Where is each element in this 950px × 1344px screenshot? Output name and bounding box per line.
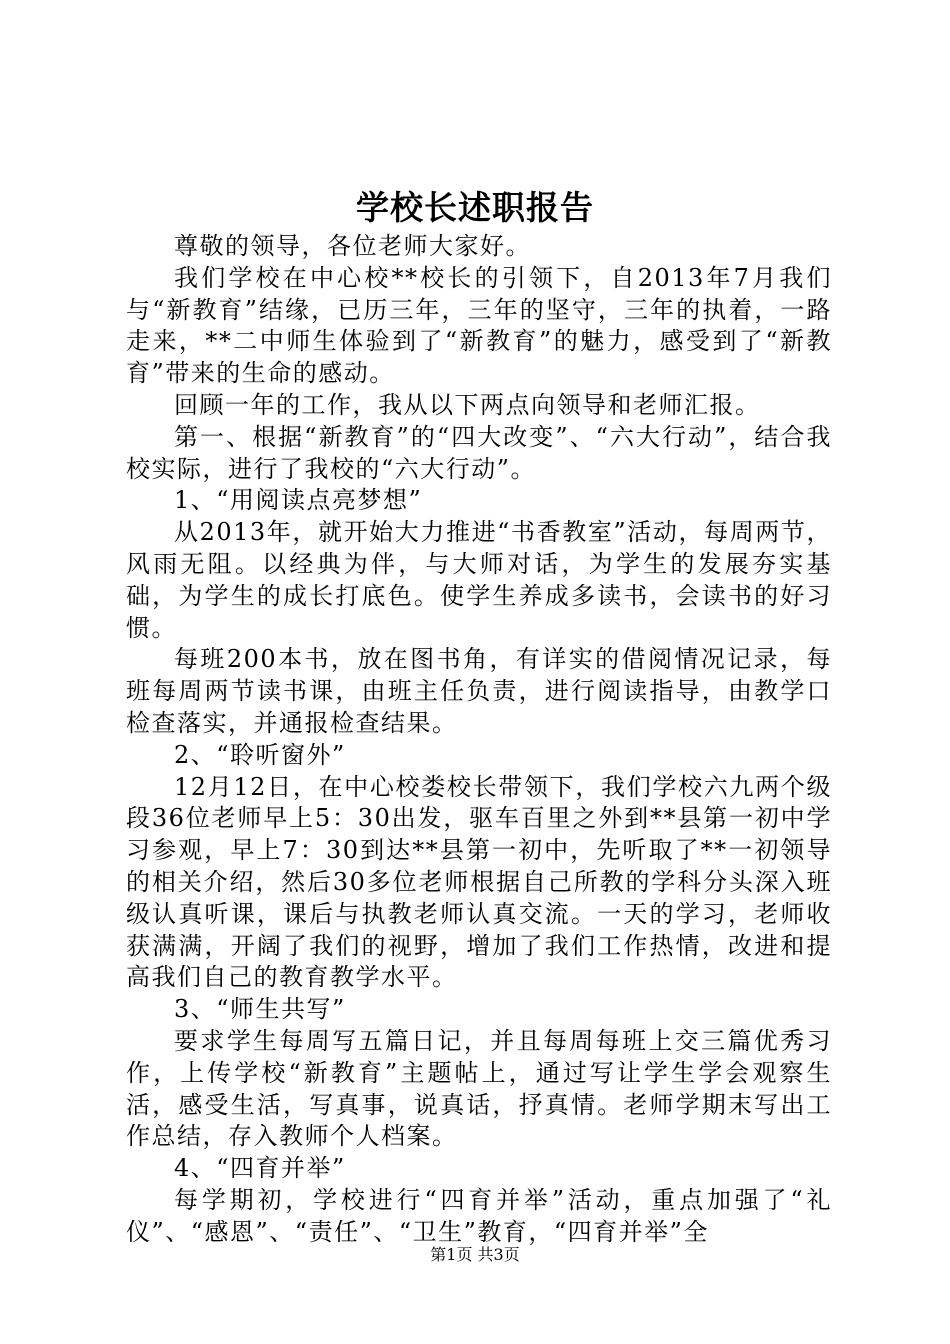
paragraph-section-one: 第一、根据“新教育”的“四大改变”、“六大行动”，结合我校实际，进行了我校的“六大行动”。	[126, 422, 832, 483]
document-body	[126, 231, 832, 1249]
paragraph-greeting: 尊敬的领导，各位老师大家好。	[174, 232, 531, 260]
paragraph-review: 回顾一年的工作，我从以下两点向领导和老师汇报。	[174, 390, 761, 419]
heading-item-2: 2、“聆听窗外”	[174, 740, 346, 769]
paragraph-intro: 我们学校在中心校**校长的引领下，自2013年7月我们与“新教育”结缘，已历三年，三年的坚守，三年的执着，一路走来，**二中师生体验到了“新教育”的魅力，感受到了“新教育”带来的生命的感动。	[126, 263, 832, 388]
heading-item-1: 1、“用阅读点亮梦想”	[174, 486, 423, 515]
heading-item-4: 4、“四育并举”	[174, 1154, 346, 1183]
paragraph-visit: 12月12日，在中心校娄校长带领下，我们学校六九两个级段36位老师早上5：30出发，驱车百里之外到**县第一初中学习参观，早上7：30到达**县第一初中，先听取了**一初领导的相关介绍，然后30多位老师根据自己所教的学科分头深入班级认真听课，课后与执教老师认真交流。一天的学习，老师收获满满，开阔了我们的视野，增加了我们工作热情，改进和提高我们自己的教育教学水平。	[126, 772, 832, 992]
document-title: 学校长述职报告	[356, 188, 594, 227]
paragraph-writing: 要求学生每周写五篇日记，并且每周每班上交三篇优秀习作，上传学校“新教育”主题帖上，通过写让学生学会观察生活，感受生活，写真事，说真话，抒真情。老师学期末写出工作总结，存入教师个人档案。	[126, 1026, 832, 1151]
paragraph-reading-1: 从2013年，就开始大力推进“书香教室”活动，每周两节，风雨无阻。以经典为伴，与大师对话，为学生的发展夯实基础，为学生的成长打底色。使学生养成多读书，会读书的好习惯。	[126, 518, 832, 642]
paragraph-reading-2: 每班200本书，放在图书角，有详实的借阅情况记录，每班每周两节读书课，由班主任负责，进行阅读指导，由教学口检查落实，并通报检查结果。	[126, 645, 832, 737]
heading-item-3: 3、“师生共写”	[174, 995, 346, 1024]
page-footer: 第1页 共3页	[430, 1245, 520, 1264]
paragraph-four-education: 每学期初，学校进行“四育并举”活动，重点加强了“礼仪”、“感恩”、“责任”、“卫生”教育，“四育并举”全	[126, 1185, 832, 1246]
